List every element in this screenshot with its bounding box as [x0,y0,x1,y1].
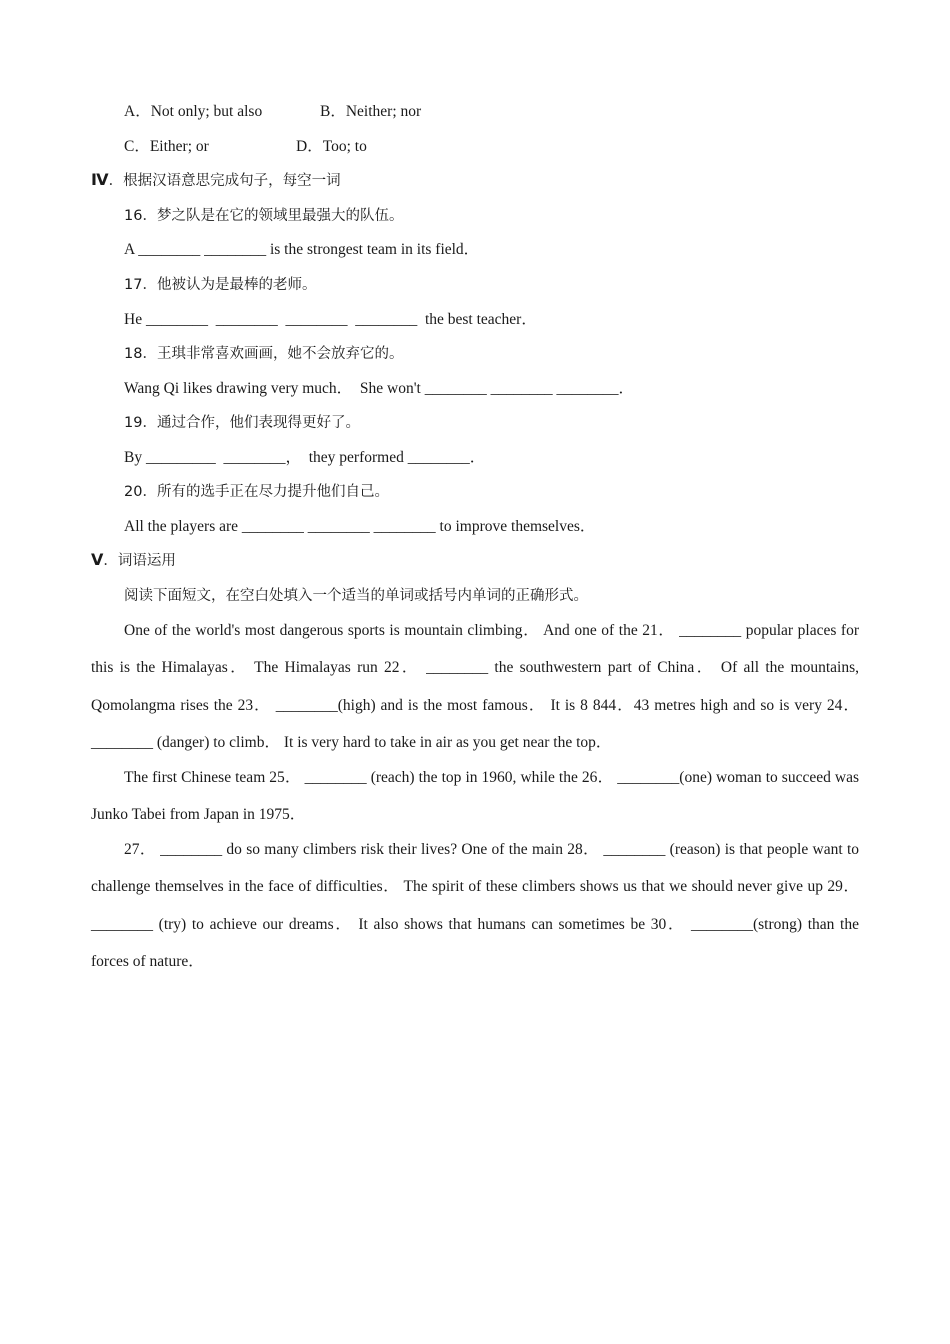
section-5-number: Ⅴ [91,552,104,569]
item-20-english: All the players are ________ ________ ________ to improve themselves． [124,518,596,535]
section-4-number: Ⅳ [91,172,109,189]
passage-paragraph-2: The first Chinese team 25． ________ (reach) the top in 1960, while the 26． ________(one) woman to succeed was Junko Tabei from Japan in 1975． [91,769,859,824]
item-20-chinese: 20．所有的选手正在尽力提升他们自己。 [124,484,389,500]
item-16-english: A ________ ________ is the strongest team in its field． [124,241,480,258]
item-16-chinese: 16．梦之队是在它的领域里最强大的队伍。 [124,208,404,224]
section-4-title: ．根据汉语意思完成句子，每空一词 [108,173,341,189]
section-5-instruction: 阅读下面短文，在空白处填入一个适当的单词或括号内单词的正确形式。 [124,588,588,604]
item-17-english: He ________ ________ ________ ________ the best teacher． [124,311,537,328]
section-5-title: ．词语运用 [103,553,176,569]
item-19-chinese: 19．通过合作，他们表现得更好了。 [124,415,360,431]
option-a: A．Not only; but also [124,103,263,120]
option-c: C．Either; or [124,138,209,155]
option-d: D．Too; to [296,138,367,155]
item-18-english: Wang Qi likes drawing very much． She won't ________ ________ ________． [124,380,634,397]
passage-paragraph-3: 27． ________ do so many climbers risk their lives? One of the main 28． ________ (reason) is that people want to challenge themselves in the face of difficulties． The spirit of these climbers shows us that we should never give up 29． ________ (try) to achieve our dreams． It also shows that humans can sometimes be 30． ________(strong) than the forces of nature． [91,841,859,970]
section-4-heading [91,171,341,191]
section-5-heading [91,551,176,571]
item-17-chinese: 17．他被认为是最棒的老师。 [124,277,317,293]
item-19-english: By _________ ________， they performed ________． [124,449,486,466]
option-b: B．Neither; nor [320,103,422,120]
item-18-chinese: 18．王琪非常喜欢画画，她不会放弃它的。 [124,346,404,362]
passage-paragraph-1: One of the world's most dangerous sports is mountain climbing． And one of the 21． ________ popular places for this is the Himalayas． The Himalayas run 22． ________ the southwestern part of China． Of all the mountains, Qomolangma rises the 23． ________(high) and is the most famous． It is 8 844．43 metres high and so is very 24． ________ (danger) to climb． It is very hard to take in air as you get near the top． [91,622,859,751]
